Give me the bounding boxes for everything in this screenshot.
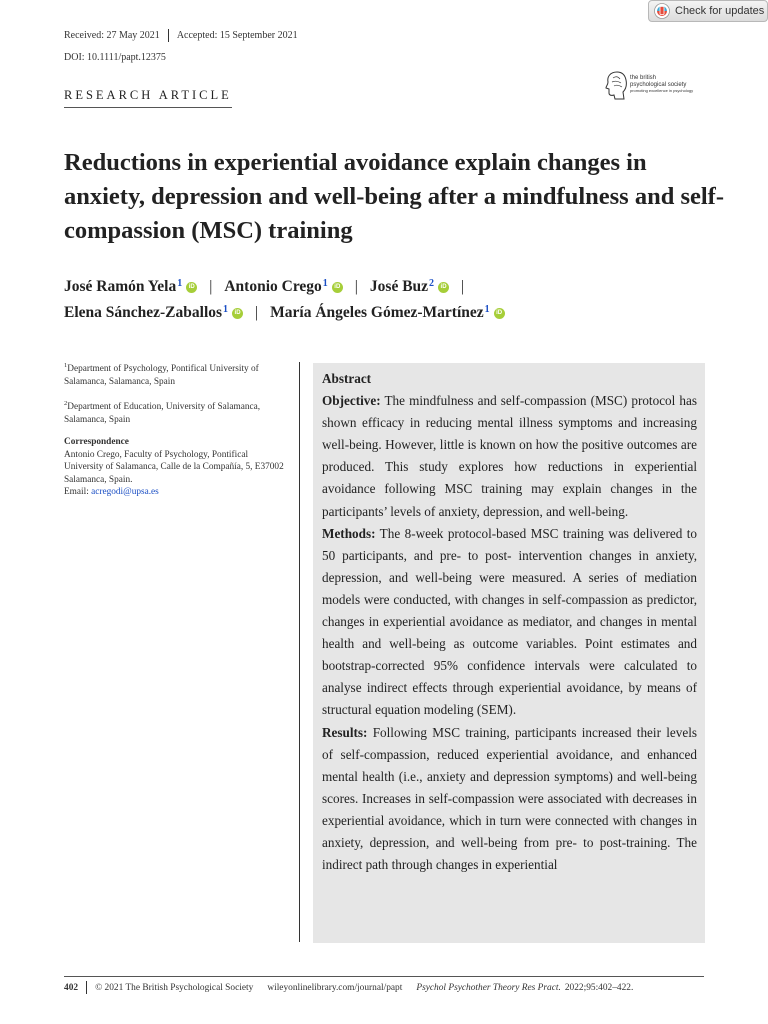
crossmark-icon (654, 3, 670, 19)
check-for-updates-label: Check for updates (675, 5, 765, 17)
abstract-heading: Abstract (322, 371, 372, 386)
divider (168, 29, 169, 42)
author-name[interactable]: María Ángeles Gómez-Martínez (270, 304, 484, 321)
author-name[interactable]: José Ramón Yela (64, 278, 177, 295)
column-divider (299, 362, 300, 942)
head-silhouette-icon (605, 70, 627, 100)
author-separator: | (354, 278, 358, 295)
orcid-icon[interactable]: iD (438, 282, 449, 293)
citation: 2022;95:402–422. (564, 982, 634, 993)
accepted-date: Accepted: 15 September 2021 (176, 30, 298, 41)
doi[interactable]: DOI: 10.1111/papt.12375 (64, 52, 166, 63)
abstract-objective: Objective: The mindfulness and self-compassion (MSC) protocol has shown efficacy in reducing mental illness symptoms and increasing well-being. However, little is known on how the positive outcomes are produced. This study explores how reductions in experiential avoidance following MSC training may explain changes in the participants’ levels of anxiety, depression, and well-being. (322, 393, 697, 519)
author-separator: | (209, 278, 213, 295)
affiliation-marker[interactable]: 1 (484, 303, 490, 315)
author-list-line-1 (64, 278, 476, 296)
affiliation-marker[interactable]: 1 (322, 277, 328, 289)
affiliation-marker[interactable]: 2 (429, 277, 435, 289)
journal-site-link[interactable]: wileyonlinelibrary.com/journal/papt (267, 982, 403, 993)
orcid-icon[interactable]: iD (186, 282, 197, 293)
affiliation-marker[interactable]: 1 (177, 277, 183, 289)
copyright: © 2021 The British Psychological Society (95, 982, 254, 993)
email-link[interactable]: acregodi@upsa.es (91, 487, 159, 498)
orcid-icon[interactable]: iD (494, 308, 505, 319)
bps-logo-text: the british psychological society promoting excellence in psychology (630, 75, 694, 93)
article-title: Reductions in experiential avoidance explain changes in anxiety, depression and well-being after a mindfulness and self-compassion (MSC) training (64, 149, 724, 244)
divider (86, 981, 87, 994)
author-name[interactable]: Antonio Crego (224, 278, 322, 295)
correspondence-heading: Correspondence (64, 437, 129, 448)
affiliations (64, 360, 289, 509)
abstract-results: Results: Following MSC training, participants increased their levels of self-compassion, reduced experiential avoidance, and enhanced mental health (i.e., anxiety and depression symptoms) and well-being scores. Increases in self-compassion were associated with decreases in experiential avoidance, which in turn were connected with changes in anxiety, depression, and well-being from pre- to post-training. The indirect path through changes in experiential (322, 724, 697, 873)
bps-logo (605, 70, 715, 102)
author-separator: | (255, 304, 259, 321)
received-date: Received: 27 May 2021 (64, 30, 160, 41)
abstract-box (313, 363, 705, 943)
received-accepted-line (64, 29, 298, 42)
affiliation-marker[interactable]: 1 (223, 303, 229, 315)
page-number: 402 (64, 982, 79, 993)
footer-rule (64, 976, 704, 977)
page-footer (64, 981, 704, 994)
author-name[interactable]: Elena Sánchez-Zaballos (64, 304, 223, 321)
section-label: RESEARCH ARTICLE (64, 88, 232, 108)
affiliation-2: $^2$Department of Education, University of Salamanca, Salamanca, Spain (64, 400, 261, 425)
orcid-icon[interactable]: iD (332, 282, 343, 293)
correspondence (64, 436, 289, 499)
email-label: Email: (64, 487, 89, 498)
correspondence-address: Antonio Crego, Faculty of Psychology, Pontifical University of Salamanca, Calle de la Compañía, 5, E37002 Salamanca, Spain. (64, 449, 284, 485)
author-name[interactable]: José Buz (369, 278, 429, 295)
journal-name: Psychol Psychother Theory Res Pract. (416, 982, 561, 993)
author-separator: | (461, 278, 465, 295)
check-for-updates-button[interactable] (648, 0, 768, 22)
author-list-line-2 (64, 304, 505, 322)
orcid-icon[interactable]: iD (232, 308, 243, 319)
abstract-methods: Methods: The 8-week protocol-based MSC training was delivered to 50 participants, and pre- to post- intervention changes in anxiety, depression, and well-being were measured. A series of mediation models were conducted, with changes in self-compassion as predictor, changes in experiential avoidance as mediator, and changes in mental health and well-being as outcome variables. Point estimates and bootstrap-corrected 95% confidence intervals were calculated to analyse indirect effects through experiential avoidance, by means of structural equation modeling (SEM). (322, 525, 697, 718)
affiliation-1: $^1$Department of Psychology, Pontifical University of Salamanca, Salamanca, Spain (64, 362, 259, 387)
